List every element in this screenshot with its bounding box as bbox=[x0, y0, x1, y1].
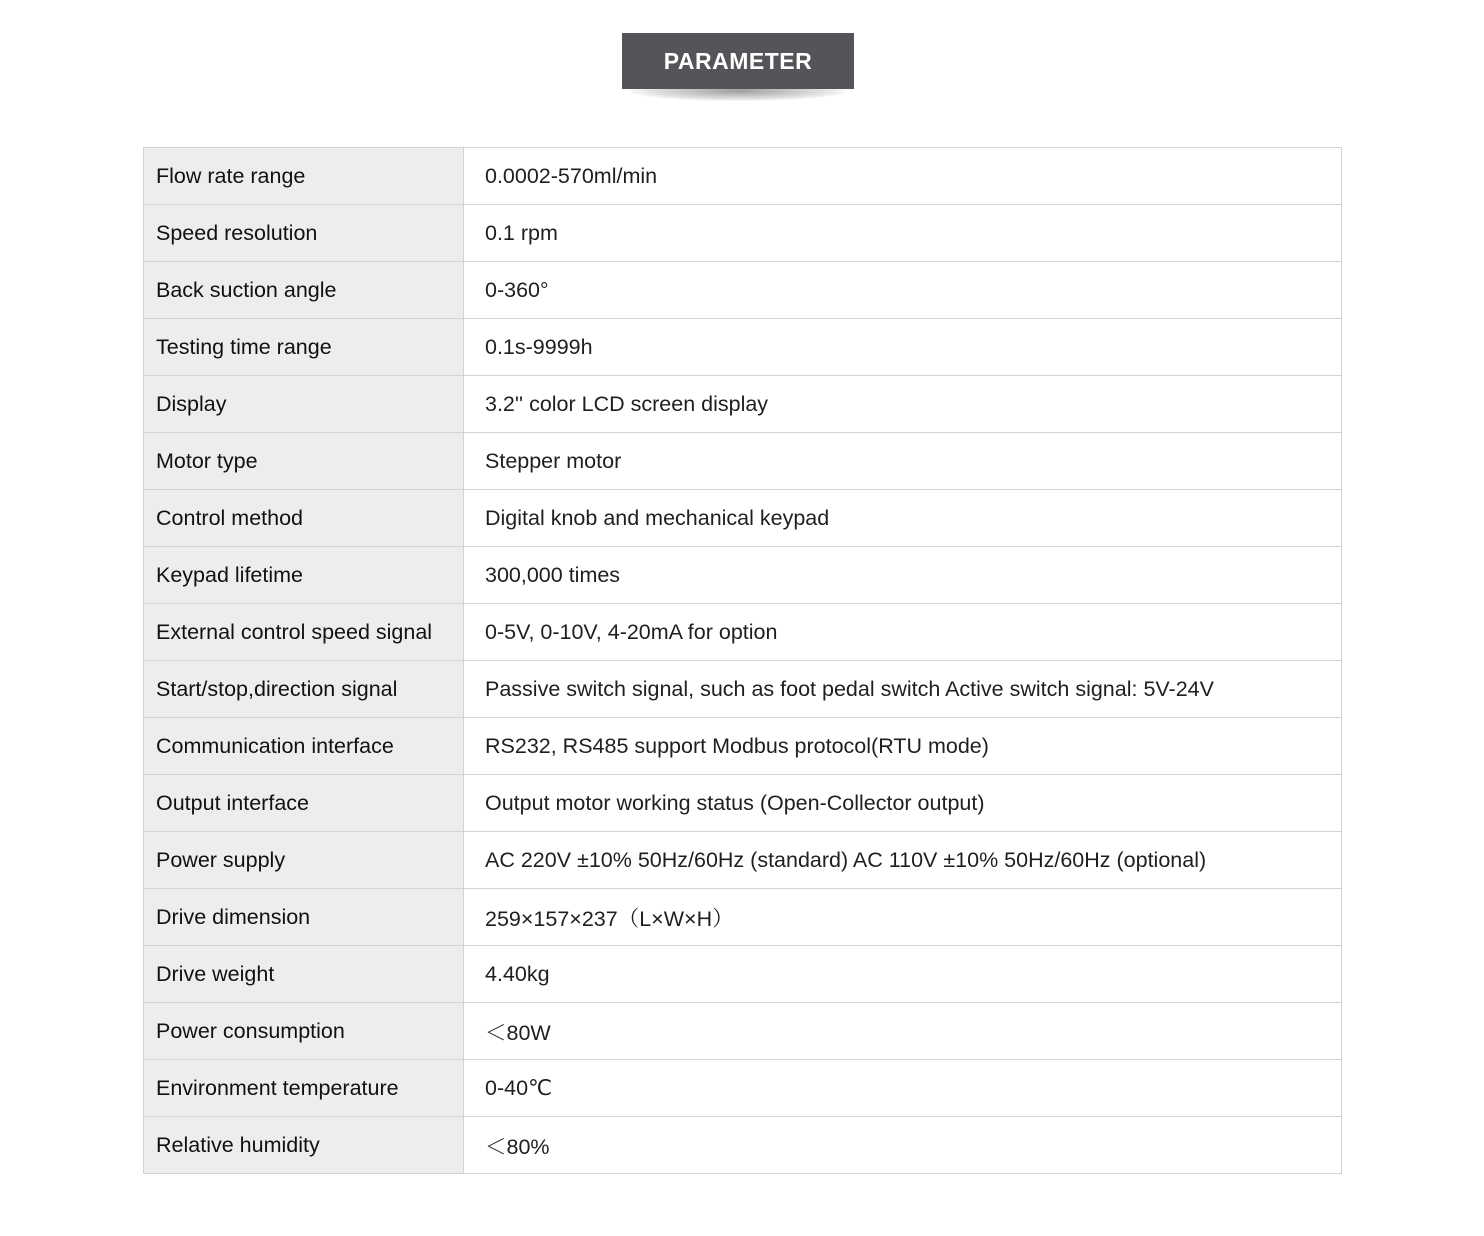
spec-value: Digital knob and mechanical keypad bbox=[464, 490, 1342, 547]
spec-value: RS232, RS485 support Modbus protocol(RTU mode) bbox=[464, 718, 1342, 775]
spec-label: External control speed signal bbox=[144, 604, 464, 661]
spec-label: Motor type bbox=[144, 433, 464, 490]
spec-label: Power consumption bbox=[144, 1003, 464, 1060]
parameter-header bbox=[622, 33, 854, 113]
table-row bbox=[144, 319, 1342, 376]
spec-value: Stepper motor bbox=[464, 433, 1342, 490]
spec-value: 0-5V, 0-10V, 4-20mA for option bbox=[464, 604, 1342, 661]
table-row bbox=[144, 718, 1342, 775]
spec-label: Display bbox=[144, 376, 464, 433]
table-row bbox=[144, 1003, 1342, 1060]
spec-value: Output motor working status (Open-Collector output) bbox=[464, 775, 1342, 832]
table-row bbox=[144, 148, 1342, 205]
table-row bbox=[144, 376, 1342, 433]
spec-label: Relative humidity bbox=[144, 1117, 464, 1174]
spec-label: Keypad lifetime bbox=[144, 547, 464, 604]
spec-value: 0.1s-9999h bbox=[464, 319, 1342, 376]
spec-value: 4.40kg bbox=[464, 946, 1342, 1003]
spec-label: Testing time range bbox=[144, 319, 464, 376]
spec-label: Drive dimension bbox=[144, 889, 464, 946]
spec-value: 0-40℃ bbox=[464, 1060, 1342, 1117]
spec-value: ＜80% bbox=[464, 1117, 1342, 1174]
spec-value: 0-360° bbox=[464, 262, 1342, 319]
spec-label: Environment temperature bbox=[144, 1060, 464, 1117]
table-row bbox=[144, 775, 1342, 832]
spec-value: ＜80W bbox=[464, 1003, 1342, 1060]
table-row bbox=[144, 832, 1342, 889]
spec-value: 0.0002-570ml/min bbox=[464, 148, 1342, 205]
spec-value: 0.1 rpm bbox=[464, 205, 1342, 262]
table-row bbox=[144, 661, 1342, 718]
table-row bbox=[144, 1060, 1342, 1117]
table-row bbox=[144, 490, 1342, 547]
header-title: PARAMETER bbox=[622, 33, 854, 89]
spec-label: Communication interface bbox=[144, 718, 464, 775]
spec-label: Drive weight bbox=[144, 946, 464, 1003]
spec-value: 300,000 times bbox=[464, 547, 1342, 604]
spec-value: Passive switch signal, such as foot pedal switch Active switch signal: 5V-24V bbox=[464, 661, 1342, 718]
table-row bbox=[144, 1117, 1342, 1174]
spec-value: 259×157×237（L×W×H） bbox=[464, 889, 1342, 946]
table-row bbox=[144, 547, 1342, 604]
spec-value: 3.2'' color LCD screen display bbox=[464, 376, 1342, 433]
table-row bbox=[144, 433, 1342, 490]
table-row bbox=[144, 262, 1342, 319]
spec-label: Output interface bbox=[144, 775, 464, 832]
spec-label: Speed resolution bbox=[144, 205, 464, 262]
spec-label: Start/stop,direction signal bbox=[144, 661, 464, 718]
table-row bbox=[144, 604, 1342, 661]
spec-label: Flow rate range bbox=[144, 148, 464, 205]
parameter-table bbox=[143, 147, 1342, 1174]
spec-label: Power supply bbox=[144, 832, 464, 889]
spec-value: AC 220V ±10% 50Hz/60Hz (standard) AC 110V ±10% 50Hz/60Hz (optional) bbox=[464, 832, 1342, 889]
spec-label: Back suction angle bbox=[144, 262, 464, 319]
spec-label: Control method bbox=[144, 490, 464, 547]
table-row bbox=[144, 205, 1342, 262]
table-row bbox=[144, 889, 1342, 946]
table-row bbox=[144, 946, 1342, 1003]
